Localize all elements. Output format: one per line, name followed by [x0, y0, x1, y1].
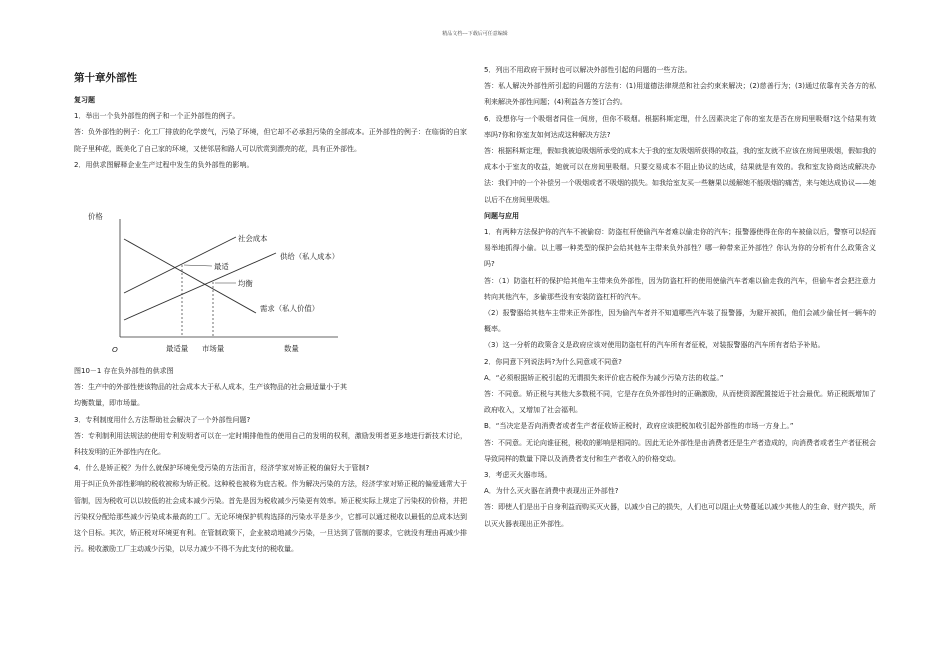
optimum-label: 最适: [214, 262, 229, 271]
problem-2b-answer: 答：不同意。无论向谁征税，税收的影响是相同的。因此无论外部性是由消费者还是生产者造成的，向消费者或者生产者征税会导致同样的数量下降以及消费者支付和生产者收入的价格变动。: [484, 438, 876, 463]
demand-curve: [124, 239, 256, 313]
origin-label: O: [112, 345, 118, 354]
right-column: [484, 62, 876, 532]
question-1: 1．举出一个负外部性的例子和一个正外部性的例子。: [74, 112, 240, 121]
supply-label: 供给（私人成本）: [280, 252, 340, 261]
problem-2: 2．你同意下列说法吗?为什么同意或不同意?: [484, 357, 622, 366]
problem-3a: A．为什么灭火器在消费中表现出正外部性?: [484, 487, 619, 496]
problem-2a: A．“必须根据矫正税引起的无谓损失来评价庇古税作为减少污染方法的收益。”: [484, 373, 724, 382]
answer-3: 答：专利制利用法规法的使用专利发明者可以在一定时期排他性的使用自己的发明的权利，激励发明者更多地进行新技术讨论，科技发明的正外部性内在化。: [74, 431, 467, 457]
supply-demand-diagram: [88, 205, 368, 363]
optimum-quantity-label: 最适量: [166, 344, 189, 353]
problem-3: 3．考虑灭火器市场。: [484, 471, 552, 480]
problem-1-answer-3: （3）这一分析的政策含义是政府应该对使用防盗杠杆的汽车所有者征税，对装报警器的汽车所有者给予补贴。: [484, 341, 825, 350]
answer-5: 答：私人解决外部性所引起的问题的方法有：(1)用道德法律规范和社会约束来解决；(2)慈善行为；(3)通过依靠有关各方的私利来解决外部性问题；(4)利益各方签订合约。: [484, 82, 876, 107]
problem-1: 1．有两种方法保护你的汽车不被偷窃：防盗杠杆使偷汽车者难以偷走你的汽车；报警器使得在你的车被偷以后，警察可以轻而易举地抓得小偷。以上哪一种类型的保护会给其他车主带来负外部性？哪一种带来正外部性？你认为你的分析有什么政策含义吗?: [484, 228, 876, 269]
page-header: 精品文档---下载后可任意编辑: [442, 31, 508, 37]
answer-6: 答：根据科斯定理，假如我被迫吸烟所承受的成本大于我的室友吸烟所获得的收益，我的室友就不应该在房间里吸烟，假如我的成本小于室友的收益，她就可以在房间里吸烟。只要交易成本不阻止协议的达成，结果就是有效的。我和室友协商达成解决办法：我们中的一个补偿另一个吸烟或者不吸烟的损失。如我给室友买一些糖果以缓解她不能吸烟的痛苦，来与她达成协议——她以后不在房间里吸烟。: [484, 147, 876, 204]
problem-1-answer-1: 答：（1）防盗杠杆的保护给其他车主带来负外部性，因为防盗杠杆的使用使偷汽车者难以偷走我的汽车，但偷车者会把注意力转向其他汽车，多偷那些没有安装防盗杠杆的汽车。: [484, 276, 876, 301]
problem-2a-answer: 答：不同意。矫正税与其他大多数税不同，它是存在负外部性时的正确激励，从而使资源配置接近于社会最优。矫正税既增加了政府收入，又增加了社会福利。: [484, 390, 876, 415]
problem-1-answer-2: （2）报警器给其他车主带来正外部性，因为偷汽车者并不知道哪些汽车装了报警器，为避开被抓，他们会减少偷任何一辆车的概率。: [484, 309, 876, 334]
question-2: 2．用供求图解释企业生产过程中发生的负外部性的影响。: [74, 160, 254, 169]
demand-label: 需求（私人价值）: [260, 304, 320, 313]
answer-2-cont: 均衡数量，即市场量。: [74, 399, 144, 408]
x-axis-label: 数量: [284, 344, 299, 353]
question-5: 5．列出不用政府干预时也可以解决外部性引起的问题的一些方法。: [484, 66, 692, 74]
question-3: 3．专利制度用什么方法帮助社会解决了一个外部性问题?: [74, 415, 251, 424]
chapter-title: 第十章外部性: [74, 72, 137, 84]
section-heading-problems: 问题与应用: [484, 211, 519, 220]
optimum-pointer: [184, 265, 212, 266]
externality-figure: [88, 205, 368, 363]
social-cost-label: 社会成本: [238, 234, 268, 243]
problem-2b: B．“当决定是否向消费者或者生产者征收矫正税时，政府应该把税加收引起外部性的市场一方身上。”: [484, 422, 794, 431]
equilibrium-label: 均衡: [238, 279, 253, 288]
left-column-top: [74, 92, 467, 173]
problem-3a-answer: 答：即使人们是出于自身利益而购买灭火器，以减少自己的损失，人们也可以阻止火势蔓延以减少其他人的生命、财产损失，所以灭火器表现出正外部性。: [484, 503, 876, 528]
market-quantity-label: 市场量: [202, 344, 225, 353]
section-heading: 复习题: [74, 96, 95, 104]
question-4: 4．什么是矫正税？为什么就保护环境免受污染的方法而言，经济学家对矫正税的偏好大于管制?: [74, 464, 370, 473]
question-6: 6．设想你与一个吸烟者同住一间房，但你不吸烟。根据科斯定理，什么因素决定了你的室友是否在房间里吸烟?这个结果有效率吗?你和你室友如何达成这种解决方法?: [484, 114, 876, 139]
figure-caption: 图10－1 存在负外部性的供求图: [74, 367, 174, 375]
supply-curve: [124, 253, 276, 320]
answer-4: 用于纠正负外部性影响的税收被称为矫正税。这种税也被称为庇古税。作为解决污染的方法，经济学家对矫正税的偏爱通常大于管制，因为税收可以以较低的社会成本减少污染。首先是因为税收减少污染更有效率。矫正税实际上规定了污染权的价格，并把污染权分配给那些减少污染成本最高的工厂。无论环境保护机构选择的污染水平是多少，它都可以通过税收以最低的总成本达到这个目标。其次，矫正税对环境更有利。在管制政策下，企业被动地减少污染，一旦达到了管制的要求，它就没有理由再减少排污。税收激励工厂主动减少污染，以尽力减少不得不为此支付的税收量。: [74, 480, 467, 554]
y-axis-label: 价格: [88, 212, 103, 221]
left-column-bottom: [74, 363, 467, 557]
answer-1: 答：负外部性的例子：化工厂排放的化学废气，污染了环境，但它却不必承担污染的全部成本。正外部性的例子：在临街的自家院子里种花，既美化了自己家的环境，又使邻居和路人可以欣赏到漂亮的花，具有正外部性。: [74, 128, 467, 153]
answer-2: 答：生产中的外部性使该物品的社会成本大于私人成本，生产该物品的社会最适量小于其: [74, 383, 347, 392]
